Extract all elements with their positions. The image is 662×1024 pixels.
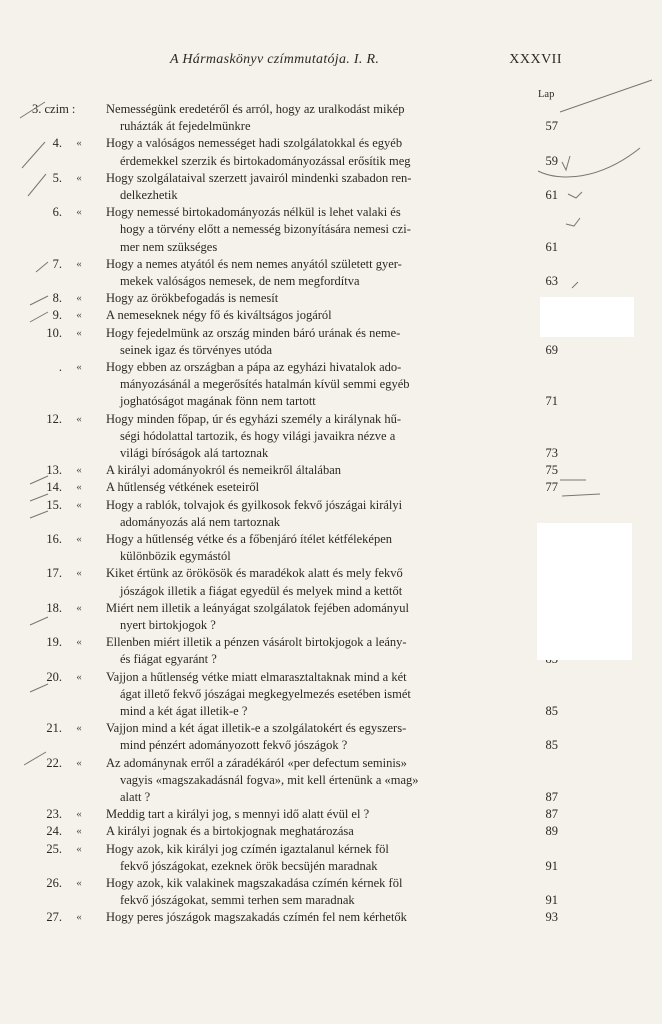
entry-title-line: fekvő jószágokat, semmi terhen sem maradnak [120, 893, 355, 908]
entry-title-line: Hogy a valóságos nemességet hadi szolgálatokkal és egyéb [106, 136, 403, 151]
entry-page-number: 63 [545, 273, 558, 288]
entry-number: 9. [52, 308, 62, 323]
ditto-mark: « [76, 533, 82, 545]
entry-title-line: fekvő jószágokat, ezeknek örök becsüjén maradnak [120, 858, 378, 873]
entry-number: 25. [46, 841, 62, 856]
entry-number: 16. [46, 532, 62, 546]
ditto-mark: « [76, 464, 82, 477]
pencil-tick [28, 174, 46, 196]
ditto-mark: « [76, 825, 82, 838]
ditto-mark: « [76, 206, 82, 219]
ditto-mark: « [76, 412, 82, 425]
entry-title-line: Hogy a rablók, tolvajok és gyilkosok fekvő jószágai királyi [106, 497, 403, 512]
entry-number: 18. [46, 600, 62, 615]
entry-page-number: 87 [545, 789, 558, 804]
entry-title-line: jószágok illetik a fiágat egyedül és melyek mind a kettőt [120, 583, 403, 598]
entry-page-number: 69 [545, 342, 558, 357]
pencil-underline [562, 494, 600, 496]
ditto-mark: « [76, 292, 82, 305]
entry-title-line: Hogy azok, kik valakinek magszakadása czímén kérnek föl [106, 876, 403, 890]
entry-page-number: 73 [545, 445, 558, 460]
entry-page-number: 57 [545, 119, 558, 134]
entry-number: 10. [46, 325, 62, 340]
ditto-mark: « [76, 567, 82, 580]
ditto-mark: « [76, 481, 82, 494]
entry-title-line: érdemekkel szerzik és birtokadományozással erősítik meg [120, 153, 411, 168]
entry-title-line: A királyi jognak és a birtokjognak meghatározása [106, 824, 354, 839]
entry-number: 13. [46, 463, 62, 478]
entry-page-number: 77 [545, 480, 558, 495]
pencil-tick [24, 752, 46, 765]
entry-number: 15. [46, 497, 62, 512]
ditto-mark: « [76, 808, 82, 821]
pencil-tick [36, 262, 48, 272]
entry-number: 19. [46, 635, 62, 650]
entry-title-line: mind pénzért adományozott fekvő jószágok ? [120, 738, 348, 753]
entry-title-line: A nemeseknek négy fő és kiváltságos jogáról [106, 308, 332, 323]
ditto-mark: « [76, 842, 82, 855]
entry-title-line: Kiket értünk az örökösök és maradékok alatt és mely fekvő [106, 566, 403, 581]
entry-title-line: seinek igaz és törvényes utóda [120, 342, 273, 357]
entry-title-line: Hogy a hűtlenség vétke és a főbenjáró ítélet kétféleképen [106, 532, 392, 546]
entry-number: 7. [52, 256, 62, 271]
ditto-mark: « [76, 361, 82, 373]
entry-title-line: Hogy minden főpap, úr és egyházi személy a királynak hű- [106, 411, 402, 426]
entry-title-line: Meddig tart a királyi jog, s mennyi idő alatt évül el ? [106, 807, 370, 822]
entry-title-line: Vajjon a hűtlenség vétke miatt elmarasztaltaknak mind a két [106, 669, 407, 684]
entry-title-line: különbözik egymástól [120, 549, 231, 564]
pencil-tick [30, 312, 48, 322]
entry-title-line: mekek valóságos nemesek, de nem megfordítva [120, 273, 360, 288]
entry-title-line: alatt ? [120, 789, 151, 804]
header-title: A Hármaskönyv czímmutatója. I. R. [170, 52, 380, 67]
entry-title-line: Hogy peres jószágok magszakadás czímén fel nem kérhetők [106, 910, 407, 925]
entry-title-line: Az adománynak erről a záradékáról «per defectum seminis» [106, 755, 407, 770]
entry-number: 22. [46, 755, 62, 770]
ditto-mark: « [76, 171, 82, 184]
ditto-mark: « [76, 636, 82, 649]
entry-number: 24. [46, 824, 62, 839]
entry-title-line: mind a két ágat illetik-e ? [120, 703, 248, 718]
entry-title-line: Ellenben miért illetik a pénzen vásárolt birtokjogok a leány- [106, 635, 407, 650]
entry-title-line: Nemességünk eredetéről és arról, hogy az uralkodást mikép [106, 102, 405, 116]
entry-number: 5. [52, 170, 62, 185]
entry-title-line: hogy a törvény előtt a nemesség bizonyítására nemesi czi- [120, 222, 411, 237]
entry-title-line: A hűtlenség vétkének eseteiről [106, 480, 260, 495]
pencil-mark [568, 192, 582, 198]
pencil-check [562, 156, 570, 170]
ditto-mark: « [76, 257, 82, 270]
entry-page-number: 89 [545, 824, 558, 839]
header-page-number: XXXVII [509, 52, 562, 67]
entry-number: . [58, 360, 62, 374]
entry-number: 20. [46, 669, 62, 684]
pencil-curve [560, 80, 652, 112]
entry-page-number: 91 [545, 893, 558, 908]
entry-title-line: ségi hódolattal tartozik, és hogy világi javaikra nézve a [120, 428, 396, 443]
pencil-tick [30, 476, 48, 484]
entry-number: 3. czim : [32, 102, 76, 116]
pencil-mark [566, 218, 580, 226]
entry-title-line: világi bíróságok alá tartoznak [120, 445, 269, 460]
ditto-mark: « [76, 670, 82, 683]
entry-number: 4. [52, 136, 62, 151]
pencil-mark [572, 282, 578, 288]
entry-number: 17. [46, 566, 62, 581]
ditto-mark: « [76, 137, 82, 150]
entry-title-line: Vajjon mind a két ágat illetik-e a szolgálatokért és egyszers- [106, 721, 407, 736]
entry-number: 12. [46, 411, 62, 426]
entry-page-number: 71 [545, 394, 558, 409]
entry-number: 21. [46, 721, 62, 736]
entry-title-line: Miért nem illetik a leányágat szolgálatok fejében adományul [106, 600, 410, 615]
entry-title-line: delkezhetik [120, 187, 178, 202]
pencil-tick [20, 102, 45, 118]
entry-title-line: Hogy szolgálataival szerzett javairól mindenki szabadon ren- [106, 170, 412, 185]
page-column-label: Lap [538, 89, 555, 100]
entry-number: 26. [46, 876, 62, 890]
entry-title-line: nyert birtokjogok ? [120, 617, 216, 632]
ditto-mark: « [76, 309, 82, 322]
entry-title-line: Hogy fejedelmünk az ország minden báró urának és neme- [106, 325, 401, 340]
ditto-mark: « [76, 601, 82, 614]
entry-title-line: Hogy az örökbefogadás is nemesít [106, 291, 279, 306]
ditto-mark: « [76, 911, 82, 924]
pencil-tick [30, 684, 48, 692]
entry-number: 8. [52, 291, 62, 306]
entry-page-number: 61 [545, 187, 558, 202]
entry-number: 14. [46, 480, 62, 495]
entry-number: 23. [46, 807, 62, 822]
pencil-tick [30, 617, 48, 625]
entry-title-line: vagyis «magszakadásnál fogva», mit kell értenünk a «mag» [120, 772, 419, 787]
entry-number: 6. [52, 205, 62, 220]
entry-title-line: és fiágat egyaránt ? [120, 652, 217, 667]
pencil-tick [22, 142, 45, 168]
pencil-curve [538, 148, 640, 177]
entry-title-line: A királyi adományokról és nemeikről általában [106, 463, 341, 478]
entry-title-line: Hogy azok, kik királyi jog czímén igaztalanul kérnek föl [106, 841, 389, 856]
entry-title-line: Hogy a nemes atyától és nem nemes anyától született gyer- [106, 256, 402, 271]
ditto-mark: « [76, 498, 82, 511]
entry-page-number: 93 [545, 910, 558, 925]
entry-page-number: 91 [545, 858, 558, 873]
ditto-mark: « [76, 722, 82, 735]
entry-page-number: 61 [545, 239, 558, 254]
entry-title-line: ágat illető fekvő jószágai megkegyelmezés esetében ismét [120, 686, 411, 701]
entry-title-line: joghatóságot magának fönn nem tartott [120, 394, 316, 409]
pencil-tick [30, 511, 48, 518]
entry-title-line: Hogy ebben az országban a pápa az egyházi hivatalok ado- [106, 360, 402, 374]
entry-page-number: 75 [545, 463, 558, 478]
entry-title-line: ruházták át fejedelmünkre [120, 119, 251, 134]
entry-page-number: 87 [545, 807, 558, 822]
ditto-mark: « [76, 877, 82, 889]
entry-title-line: adományozás alá nem tartoznak [120, 514, 280, 529]
entry-page-number: 85 [545, 738, 558, 753]
entry-title-line: mányozásánál a megerősítés hatalmán kívül semmi egyéb [120, 377, 410, 392]
ditto-mark: « [76, 756, 82, 769]
ditto-mark: « [76, 326, 82, 339]
entry-title-line: Hogy nemessé birtokadományozás nélkül is lehet valaki és [106, 205, 401, 220]
pencil-tick [30, 494, 48, 501]
pencil-tick [30, 296, 48, 305]
entry-page-number: 59 [545, 153, 558, 168]
entry-title-line: mer nem szükséges [120, 239, 218, 254]
entry-page-number: 85 [545, 703, 558, 718]
entry-number: 27. [46, 910, 62, 925]
